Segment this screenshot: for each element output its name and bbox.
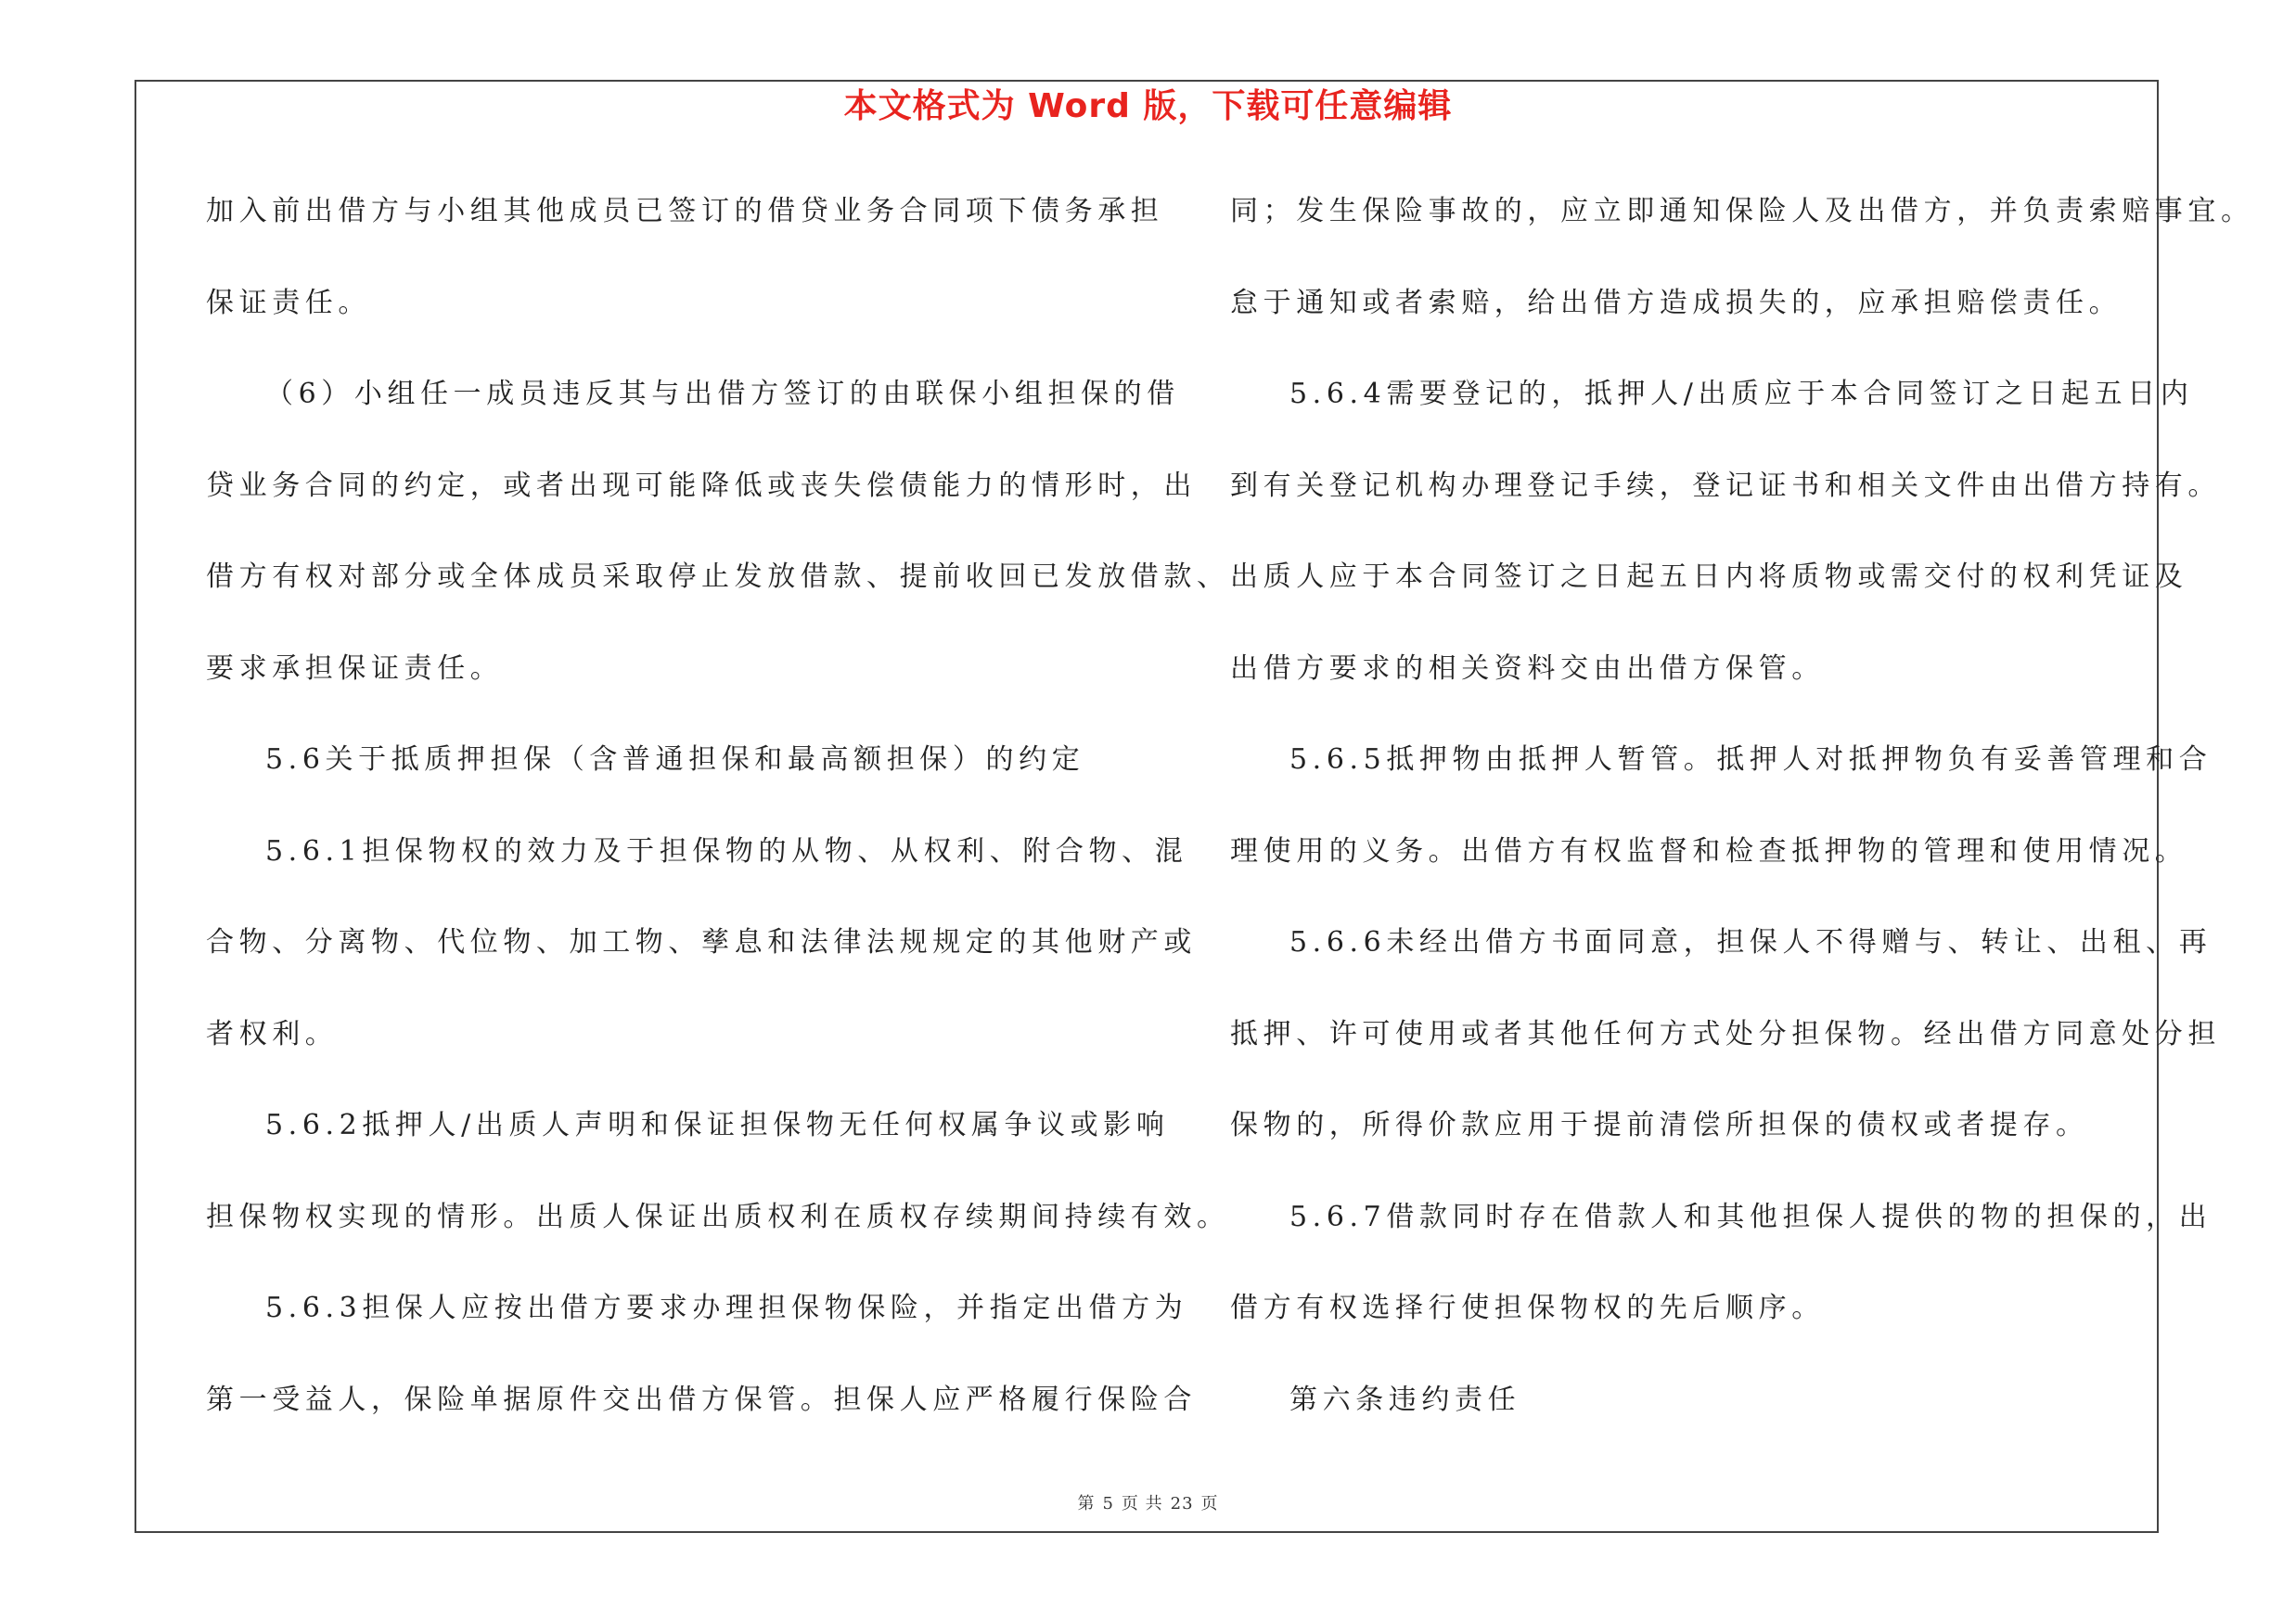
text-line: 合物、分离物、代位物、加工物、孳息和法律法规规定的其他财产或 xyxy=(206,926,1197,959)
footer-total-pages: 23 xyxy=(1170,1494,1194,1514)
page-footer xyxy=(0,1491,2296,1517)
text-line: 保物的，所得价款应用于提前清偿所担保的债权或者提存。 xyxy=(1230,1109,2089,1141)
text-line: 5.6关于抵质押担保（含普通担保和最高额担保）的约定 xyxy=(265,743,1085,776)
footer-middle: 页 共 xyxy=(1121,1494,1163,1514)
text-line: 第一受益人，保险单据原件交出借方保管。担保人应严格履行保险合 xyxy=(206,1383,1197,1416)
text-line: 担保物权实现的情形。出质人保证出质权利在质权存续期间持续有效。 xyxy=(206,1200,1230,1233)
text-line: 第六条违约责任 xyxy=(1289,1383,1521,1416)
text-line: 抵押、许可使用或者其他任何方式处分担保物。经出借方同意处分担 xyxy=(1230,1017,2221,1050)
text-line: 怠于通知或者索赔，给出借方造成损失的，应承担赔偿责任。 xyxy=(1230,286,2123,319)
text-line: 到有关登记机构办理登记手续，登记证书和相关文件由出借方持有。 xyxy=(1230,469,2221,502)
text-line: 理使用的义务。出借方有权监督和检查抵押物的管理和使用情况。 xyxy=(1230,834,2188,868)
text-line: 保证责任。 xyxy=(206,286,371,319)
text-line: 借方有权选择行使担保物权的先后顺序。 xyxy=(1230,1292,1825,1324)
word-format-banner: 本文格式为 Word 版，下载可任意编辑 xyxy=(843,87,1453,125)
text-line: 出借方要求的相关资料交由出借方保管。 xyxy=(1230,651,1825,685)
text-line: 5.6.6未经出借方书面同意，担保人不得赠与、转让、出租、再 xyxy=(1289,926,2213,959)
text-line: 加入前出借方与小组其他成员已签订的借贷业务合同项下债务承担 xyxy=(206,195,1164,227)
text-line: 5.6.2抵押人/出质人声明和保证担保物无任何权属争议或影响 xyxy=(265,1109,1170,1141)
text-line: 5.6.5抵押物由抵押人暂管。抵押人对抵押物负有妥善管理和合 xyxy=(1289,743,2213,776)
footer-page-number: 5 xyxy=(1102,1494,1114,1514)
text-line: 5.6.1担保物权的效力及于担保物的从物、从权利、附合物、混 xyxy=(265,834,1188,868)
right-column xyxy=(1230,186,2254,1465)
text-line: 同；发生保险事故的，应立即通知保险人及出借方，并负责索赔事宜。 xyxy=(1230,195,2254,227)
text-line: 5.6.3担保人应按出借方要求办理担保物保险，并指定出借方为 xyxy=(265,1292,1188,1324)
text-line: 借方有权对部分或全体成员采取停止发放借款、提前收回已发放借款、 xyxy=(206,560,1230,593)
text-line: 出质人应于本合同签订之日起五日内将质物或需交付的权利凭证及 xyxy=(1230,560,2188,593)
footer-prefix: 第 xyxy=(1077,1494,1096,1514)
text-line: 要求承担保证责任。 xyxy=(206,651,504,685)
text-line: 贷业务合同的约定，或者出现可能降低或丧失偿债能力的情形时，出 xyxy=(206,469,1197,502)
text-line: （6）小组任一成员违反其与出借方签订的由联保小组担保的借 xyxy=(265,378,1180,410)
footer-suffix: 页 xyxy=(1200,1494,1219,1514)
left-column xyxy=(206,186,1230,1465)
text-line: 5.6.4需要登记的，抵押人/出质应于本合同签订之日起五日内 xyxy=(1289,378,2194,410)
text-line: 5.6.7借款同时存在借款人和其他担保人提供的物的担保的，出 xyxy=(1289,1200,2213,1233)
text-line: 者权利。 xyxy=(206,1017,339,1050)
